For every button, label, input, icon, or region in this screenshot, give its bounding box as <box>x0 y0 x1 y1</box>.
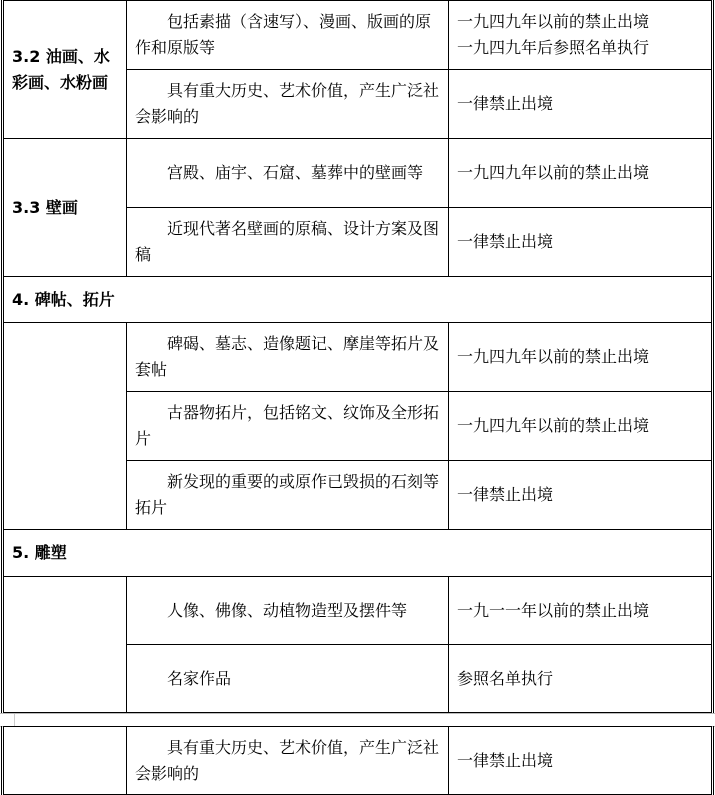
rule-cell: 一九四九年以前的禁止出境 <box>449 392 713 461</box>
category-cell: 3.3 壁画 <box>3 139 127 277</box>
rule-cell: 一律禁止出境 <box>449 208 713 277</box>
rule-cell: 一律禁止出境 <box>449 727 713 795</box>
category-cell <box>3 323 127 530</box>
rule-line: 一九四九年后参照名单执行 <box>457 38 650 57</box>
section-heading: 4. 碑帖、拓片 <box>3 277 713 323</box>
description-cell: 古器物拓片，包括铭文、纹饰及全形拓片 <box>127 392 449 461</box>
rule-cell: 参照名单执行 <box>449 645 713 713</box>
rule-cell: 一律禁止出境 <box>449 70 713 139</box>
rule-cell: 一九四九年以前的禁止出境 <box>449 139 713 208</box>
rule-cell: 一律禁止出境 <box>449 461 713 530</box>
category-cell: 3.2 油画、水彩画、水粉画 <box>3 1 127 139</box>
description-cell: 人像、佛像、动植物造型及摆件等 <box>127 577 449 645</box>
rule-cell <box>449 1 713 70</box>
description-cell: 近现代著名壁画的原稿、设计方案及图稿 <box>127 208 449 277</box>
page-break-marker <box>14 714 15 726</box>
category-cell <box>3 727 127 795</box>
description-cell: 名家作品 <box>127 645 449 713</box>
export-restriction-table <box>1 0 714 713</box>
export-restriction-table-continued <box>1 726 714 795</box>
rule-cell: 一九四九年以前的禁止出境 <box>449 323 713 392</box>
description-cell: 具有重大历史、艺术价值，产生广泛社会影响的 <box>127 70 449 139</box>
category-cell <box>3 577 127 713</box>
description-cell: 碑碣、墓志、造像题记、摩崖等拓片及套帖 <box>127 323 449 392</box>
description-cell: 宫殿、庙宇、石窟、墓葬中的壁画等 <box>127 139 449 208</box>
description-cell: 新发现的重要的或原作已毁损的石刻等拓片 <box>127 461 449 530</box>
page-break <box>0 713 715 727</box>
description-cell: 包括素描（含速写）、漫画、版画的原作和原版等 <box>127 1 449 70</box>
description-cell: 具有重大历史、艺术价值，产生广泛社会影响的 <box>127 727 449 795</box>
rule-line: 一九四九年以前的禁止出境 <box>457 12 650 31</box>
rule-cell: 一九一一年以前的禁止出境 <box>449 577 713 645</box>
section-heading: 5. 雕塑 <box>3 530 713 577</box>
